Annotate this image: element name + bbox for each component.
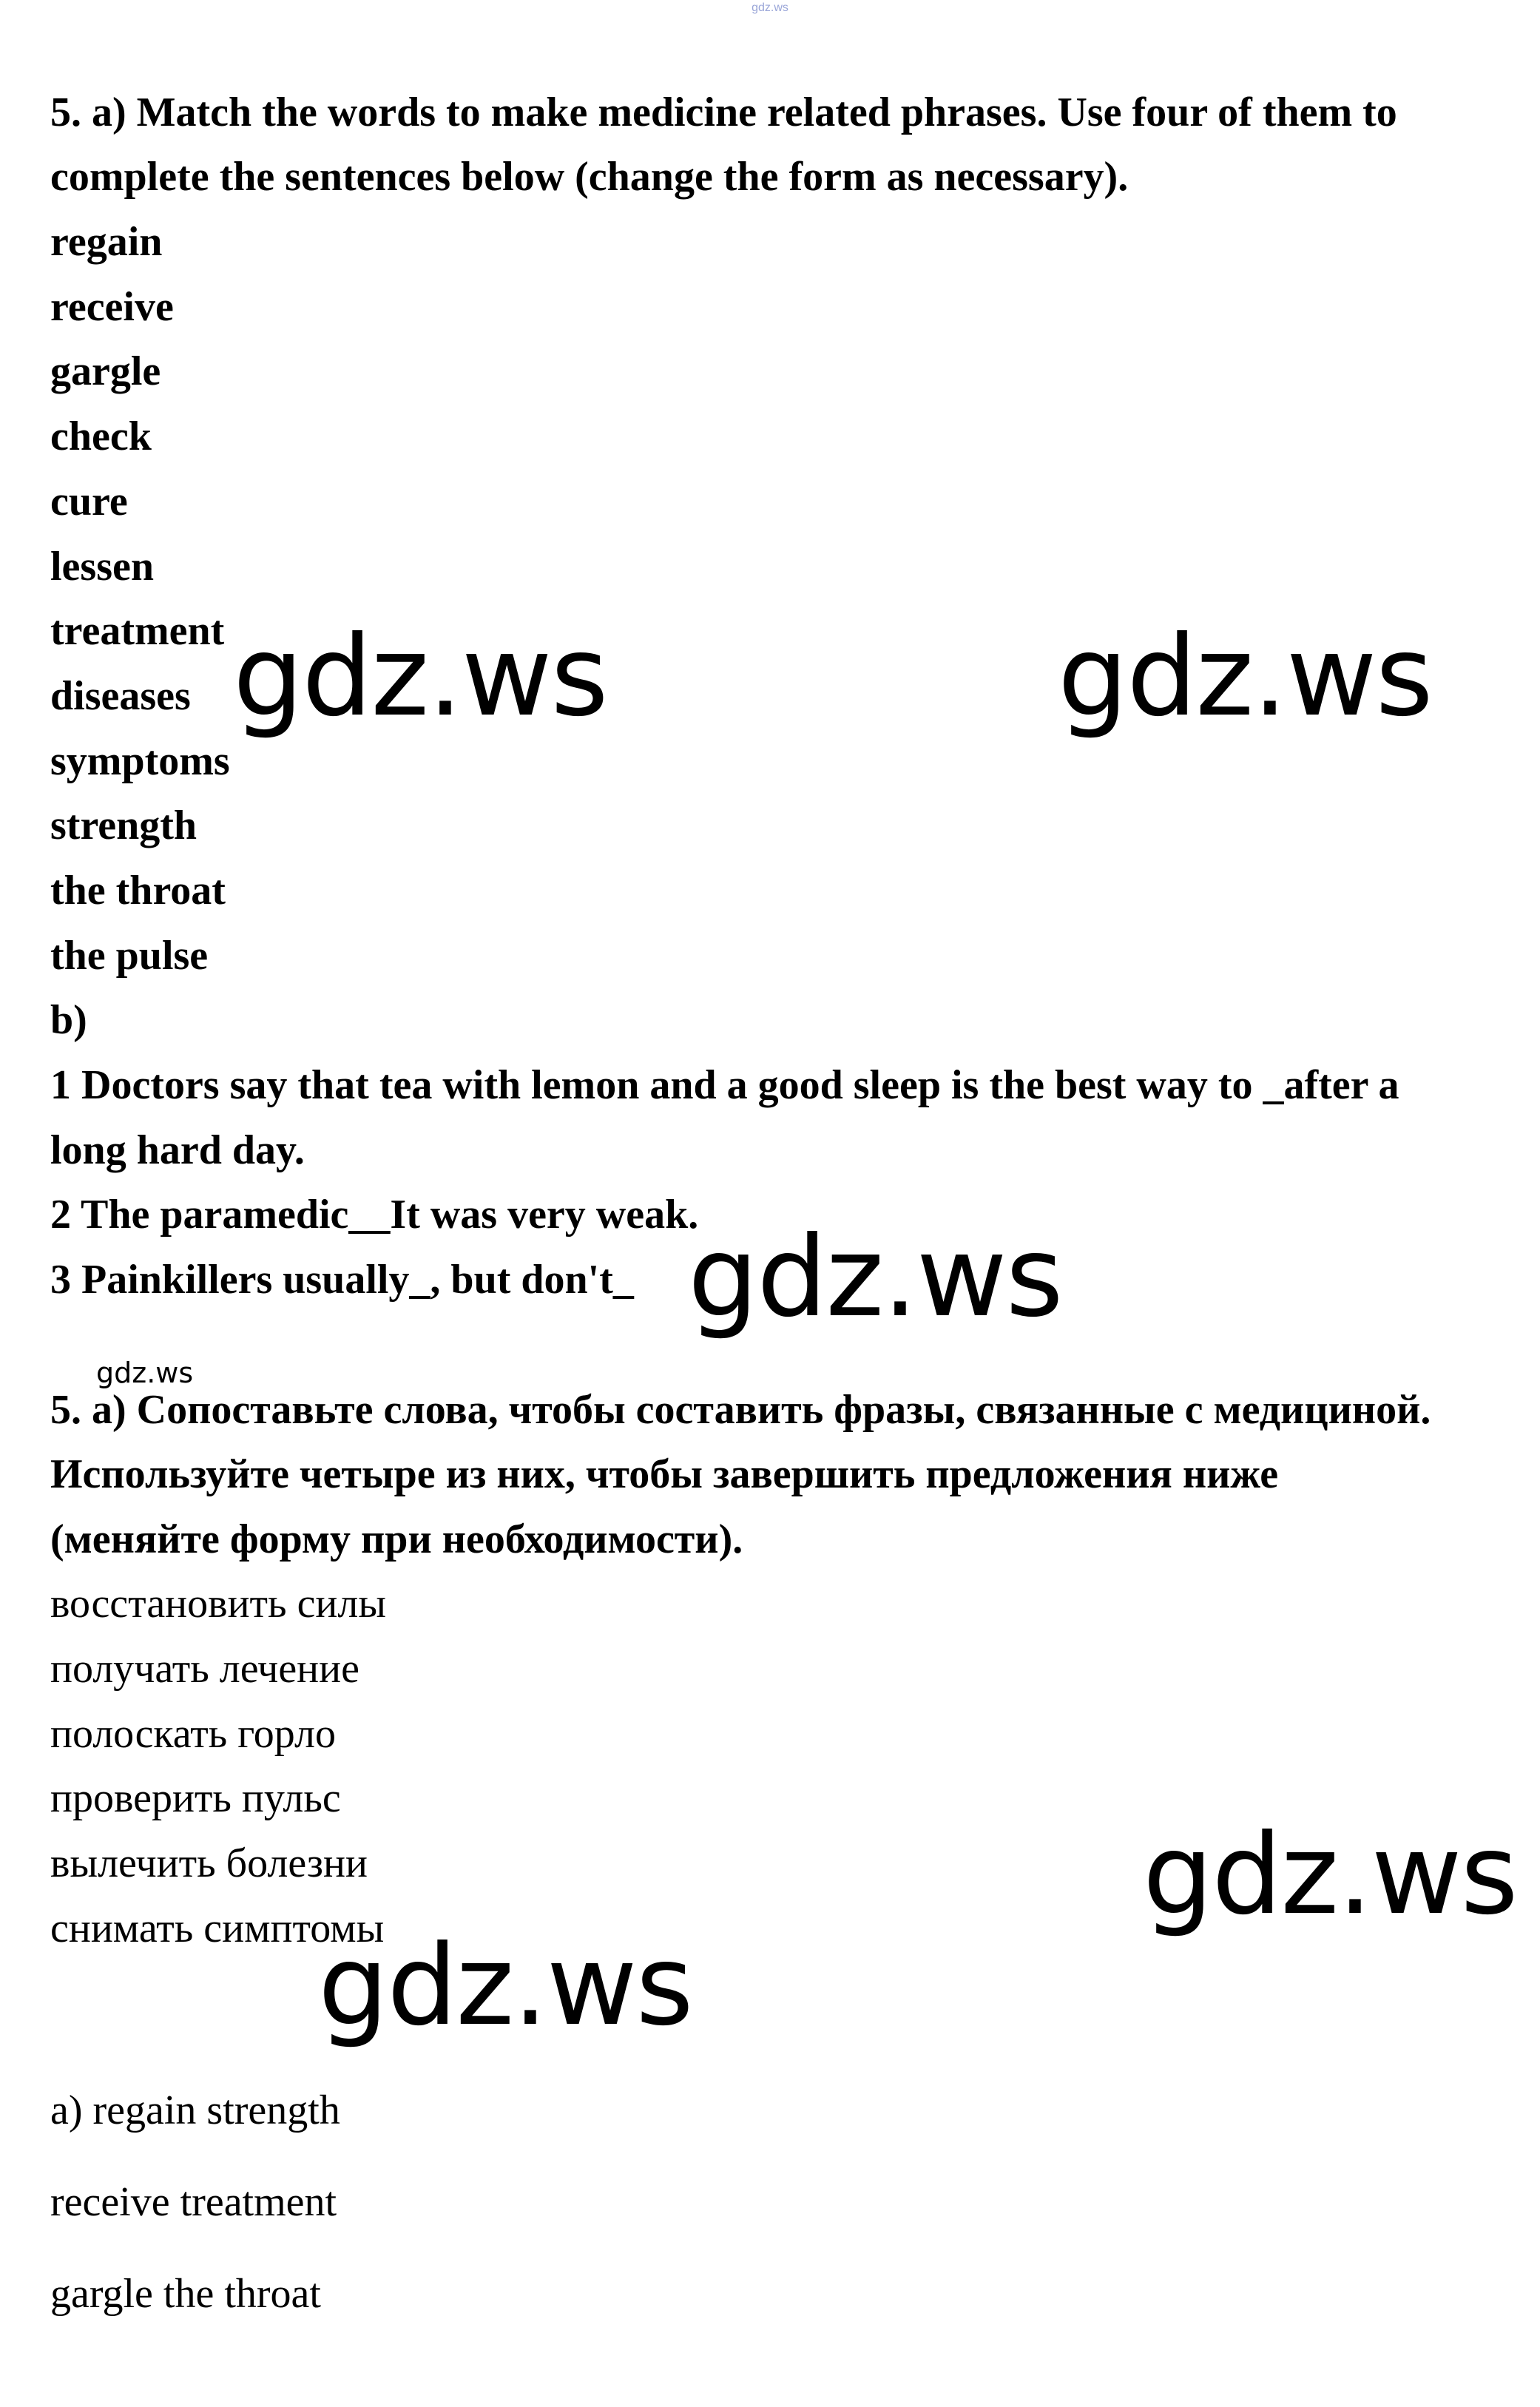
task-heading-ru-line-2: Используйте четыре из них, чтобы завершить предложения ниже xyxy=(50,1451,1279,1497)
sentence-2: 2 The paramedic__It was very weak. xyxy=(50,1192,699,1238)
word-item: gargle xyxy=(50,348,161,394)
word-item: receive xyxy=(50,284,174,330)
word-item: strength xyxy=(50,803,197,848)
answer-item: gargle the throat xyxy=(50,2271,321,2317)
watermark: gdz.ws xyxy=(233,612,607,741)
watermark: gdz.ws xyxy=(318,1922,692,2050)
word-item: symptoms xyxy=(50,738,230,784)
task-heading-ru-line-1: 5. а) Сопоставьте слова, чтобы составить фразы, связанные с медициной. xyxy=(50,1387,1431,1433)
word-item: the pulse xyxy=(50,933,209,979)
top-watermark: gdz.ws xyxy=(752,1,788,14)
sentence-1-line-2: long hard day. xyxy=(50,1127,305,1173)
answer-item: receive treatment xyxy=(50,2179,337,2225)
task-heading-line-1: 5. a) Match the words to make medicine related phrases. Use four of them to xyxy=(50,90,1397,135)
phrase-ru: восстановить силы xyxy=(50,1581,386,1627)
word-item: check xyxy=(50,413,152,459)
sentence-1-line-1: 1 Doctors say that tea with lemon and a good sleep is the best way to _after a xyxy=(50,1062,1399,1108)
task-heading-line-2: complete the sentences below (change the form as necessary). xyxy=(50,154,1129,200)
word-item: treatment xyxy=(50,608,225,654)
phrase-ru: полоскать горло xyxy=(50,1711,336,1757)
watermark: gdz.ws xyxy=(1143,1811,1517,1940)
phrase-ru: получать лечение xyxy=(50,1646,359,1692)
word-item: cure xyxy=(50,479,128,524)
phrase-ru: снимать симптомы xyxy=(50,1905,385,1951)
word-item: lessen xyxy=(50,544,154,590)
task-heading-ru-line-3: (меняйте форму при необходимости). xyxy=(50,1516,743,1562)
word-item: the throat xyxy=(50,868,226,914)
sentence-3: 3 Painkillers usually_, but don't_ xyxy=(50,1257,634,1303)
phrase-ru: проверить пульс xyxy=(50,1775,341,1821)
watermark: gdz.ws xyxy=(688,1213,1062,1342)
answer-item: a) regain strength xyxy=(50,2087,340,2133)
part-b-label: b) xyxy=(50,997,87,1043)
word-item: regain xyxy=(50,219,163,265)
watermark-small: gdz.ws xyxy=(96,1357,194,1389)
word-item: diseases xyxy=(50,673,191,719)
phrase-ru: вылечить болезни xyxy=(50,1840,368,1886)
watermark: gdz.ws xyxy=(1058,612,1432,741)
